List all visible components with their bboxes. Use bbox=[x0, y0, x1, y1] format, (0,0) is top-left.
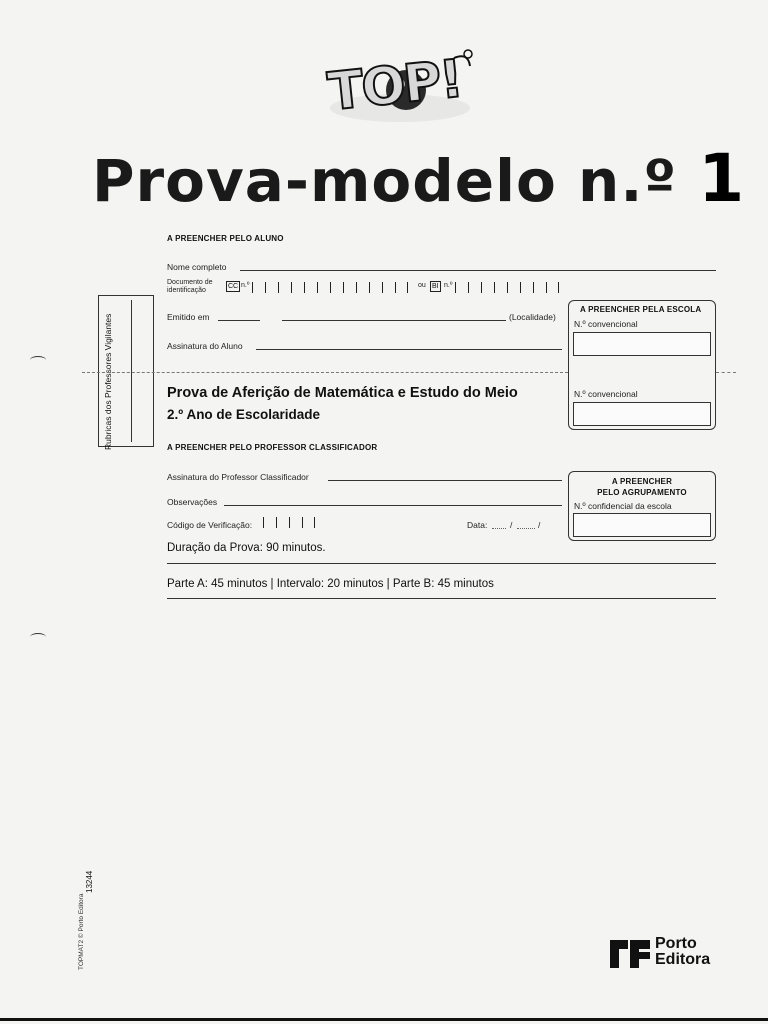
student-signature-label: Assinatura do Aluno bbox=[167, 341, 243, 351]
page-title-number: 1 bbox=[698, 140, 746, 217]
date-slash-1: / bbox=[510, 520, 513, 530]
bi-number-label: n.º bbox=[444, 282, 453, 289]
scan-edge-bar bbox=[0, 1018, 768, 1021]
confidential-number-label: N.º confidencial da escola bbox=[574, 501, 672, 511]
top-logo bbox=[322, 46, 482, 134]
confidential-number-field[interactable] bbox=[573, 513, 711, 537]
page-title-text: Prova-modelo n.º bbox=[92, 147, 678, 215]
school-section-heading: A PREENCHER PELA ESCOLA bbox=[580, 305, 702, 314]
date-day-field[interactable] bbox=[492, 528, 506, 529]
locality-field[interactable] bbox=[282, 320, 506, 321]
bi-number-field[interactable] bbox=[455, 281, 559, 293]
observations-label: Observações bbox=[167, 497, 218, 507]
porto-editora-logo-icon bbox=[608, 938, 652, 970]
verification-code-label: Código de Verificação: bbox=[167, 520, 253, 530]
group-section-heading: A PREENCHER PELO AGRUPAMENTO bbox=[597, 477, 687, 497]
punch-mark-top bbox=[30, 356, 46, 364]
exam-grade: 2.º Ano de Escolaridade bbox=[167, 407, 320, 422]
grader-signature-label: Assinatura do Professor Classificador bbox=[167, 472, 309, 482]
conventional-number-label: N.º convencional bbox=[574, 319, 638, 329]
cc-number-label: n.º bbox=[241, 282, 250, 289]
rubric-label: Rubricas dos Professores Vigilantes bbox=[103, 313, 113, 450]
student-section-heading: A PREENCHER PELO ALUNO bbox=[167, 234, 284, 243]
conventional-number-field-2[interactable] bbox=[573, 402, 711, 426]
issued-date-field[interactable] bbox=[218, 320, 260, 321]
page-title bbox=[92, 140, 745, 217]
full-name-field[interactable] bbox=[240, 270, 716, 271]
full-name-label: Nome completo bbox=[167, 262, 227, 272]
bi-box: BI bbox=[432, 283, 439, 290]
observations-field[interactable] bbox=[224, 505, 562, 506]
side-code: 13244 bbox=[85, 870, 94, 893]
punch-mark-bottom bbox=[30, 633, 46, 641]
publisher-name: Porto Editora bbox=[655, 935, 711, 968]
cut-line-left bbox=[82, 372, 568, 373]
id-doc-label: Documento de identificação bbox=[167, 279, 213, 294]
or-label: ou bbox=[418, 282, 426, 289]
divider-1 bbox=[167, 563, 716, 564]
divider-2 bbox=[167, 598, 716, 599]
cc-number-field[interactable] bbox=[252, 281, 408, 293]
date-month-field[interactable] bbox=[517, 528, 535, 529]
side-credit: TOPMAT2 © Porto Editora bbox=[78, 893, 85, 970]
date-slash-2: / bbox=[538, 520, 541, 530]
issued-label: Emitido em bbox=[167, 312, 210, 322]
exam-duration: Duração da Prova: 90 minutos. bbox=[167, 542, 326, 554]
exam-subject: Prova de Aferição de Matemática e Estudo do Meio bbox=[167, 385, 518, 401]
verification-code-field[interactable] bbox=[263, 516, 315, 528]
student-signature-field[interactable] bbox=[256, 349, 562, 350]
logo-text: TOP! bbox=[325, 49, 465, 123]
exam-parts: Parte A: 45 minutos | Intervalo: 20 minutos | Parte B: 45 minutos bbox=[167, 578, 494, 590]
conventional-number-label-2: N.º convencional bbox=[574, 389, 638, 399]
cut-line-right bbox=[716, 372, 736, 373]
cc-box: CC bbox=[228, 283, 239, 290]
locality-label: (Localidade) bbox=[509, 312, 556, 322]
date-label: Data: bbox=[467, 520, 488, 530]
grader-signature-field[interactable] bbox=[328, 480, 562, 481]
conventional-number-field[interactable] bbox=[573, 332, 711, 356]
grader-section-heading: A PREENCHER PELO PROFESSOR CLASSIFICADOR bbox=[167, 443, 378, 452]
